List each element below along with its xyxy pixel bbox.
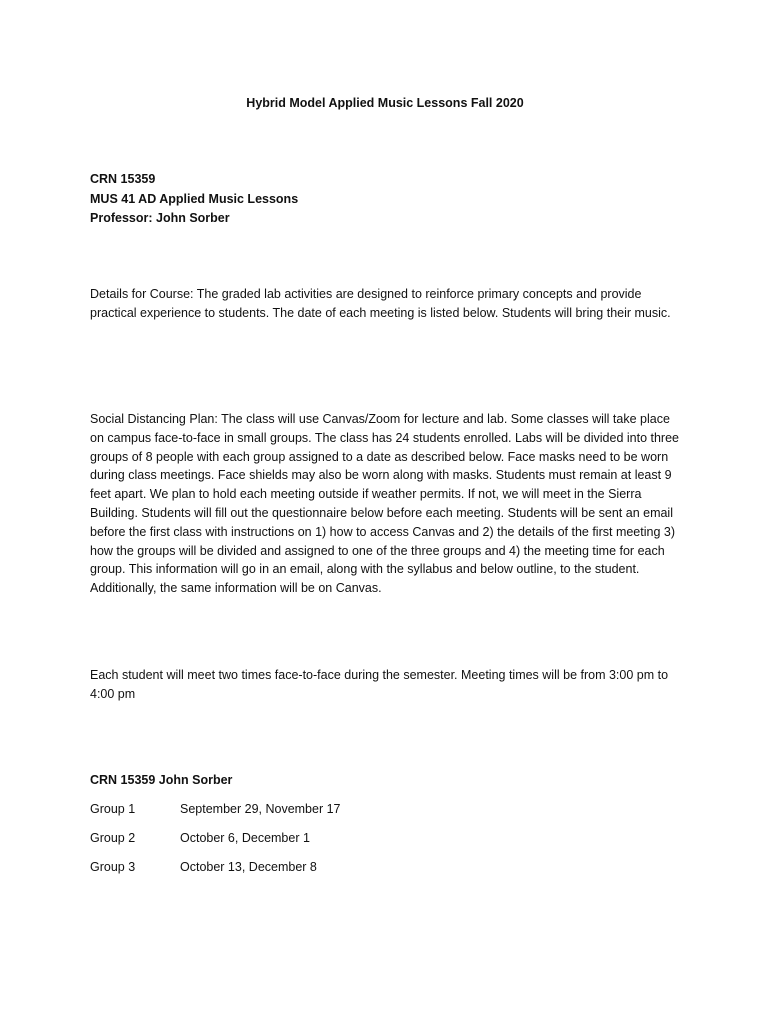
group-dates: October 6, December 1: [180, 831, 310, 845]
group-name: Group 2: [90, 831, 136, 845]
group-row: [90, 829, 310, 847]
group-row: [90, 858, 317, 876]
group-dates: October 13, December 8: [180, 860, 317, 874]
course-details-paragraph: Details for Course: The graded lab activities are designed to reinforce primary concepts and provide practical experience to students. The date of each meeting is listed below. Students will bring their music.: [90, 287, 671, 320]
group-dates: September 29, November 17: [180, 802, 341, 816]
course-header: [90, 170, 680, 229]
schedule-heading: CRN 15359 John Sorber: [90, 773, 233, 787]
professor-name: Professor: John Sorber: [90, 211, 230, 225]
social-distancing-paragraph: Social Distancing Plan: The class will use Canvas/Zoom for lecture and lab. Some classes will take place on campus face-to-face in small groups. The class has 24 students enrolled. Labs will be divided into three groups of 8 people with each group assigned to a date as described below. Face masks need to be worn during class meetings. Face shields may also be worn along with masks. Students must remain at least 9 feet apart. We plan to hold each meeting outside if weather permits. If not, we will meet in the Sierra Building. Students will fill out the questionnaire below before each meeting. Students will be sent an email before the first class with instructions on 1) how to access Canvas and 2) the details of the first meeting 3) how the groups will be divided and assigned to one of the three groups and 4) the meeting time for each group. This information will go in an email, along with the syllabus and below outline, to the student. Additionally, the same information will be on Canvas.: [90, 412, 679, 596]
course-name: MUS 41 AD Applied Music Lessons: [90, 191, 299, 206]
group-name: Group 3: [90, 860, 136, 874]
document-title: Hybrid Model Applied Music Lessons Fall 2020: [246, 96, 524, 110]
group-row: [90, 800, 341, 818]
group-name: Group 1: [90, 802, 136, 816]
meeting-info-paragraph: Each student will meet two times face-to-face during the semester. Meeting times will be from 3:00 pm to 4:00 pm: [90, 668, 669, 701]
crn-label: CRN 15359: [90, 172, 156, 186]
